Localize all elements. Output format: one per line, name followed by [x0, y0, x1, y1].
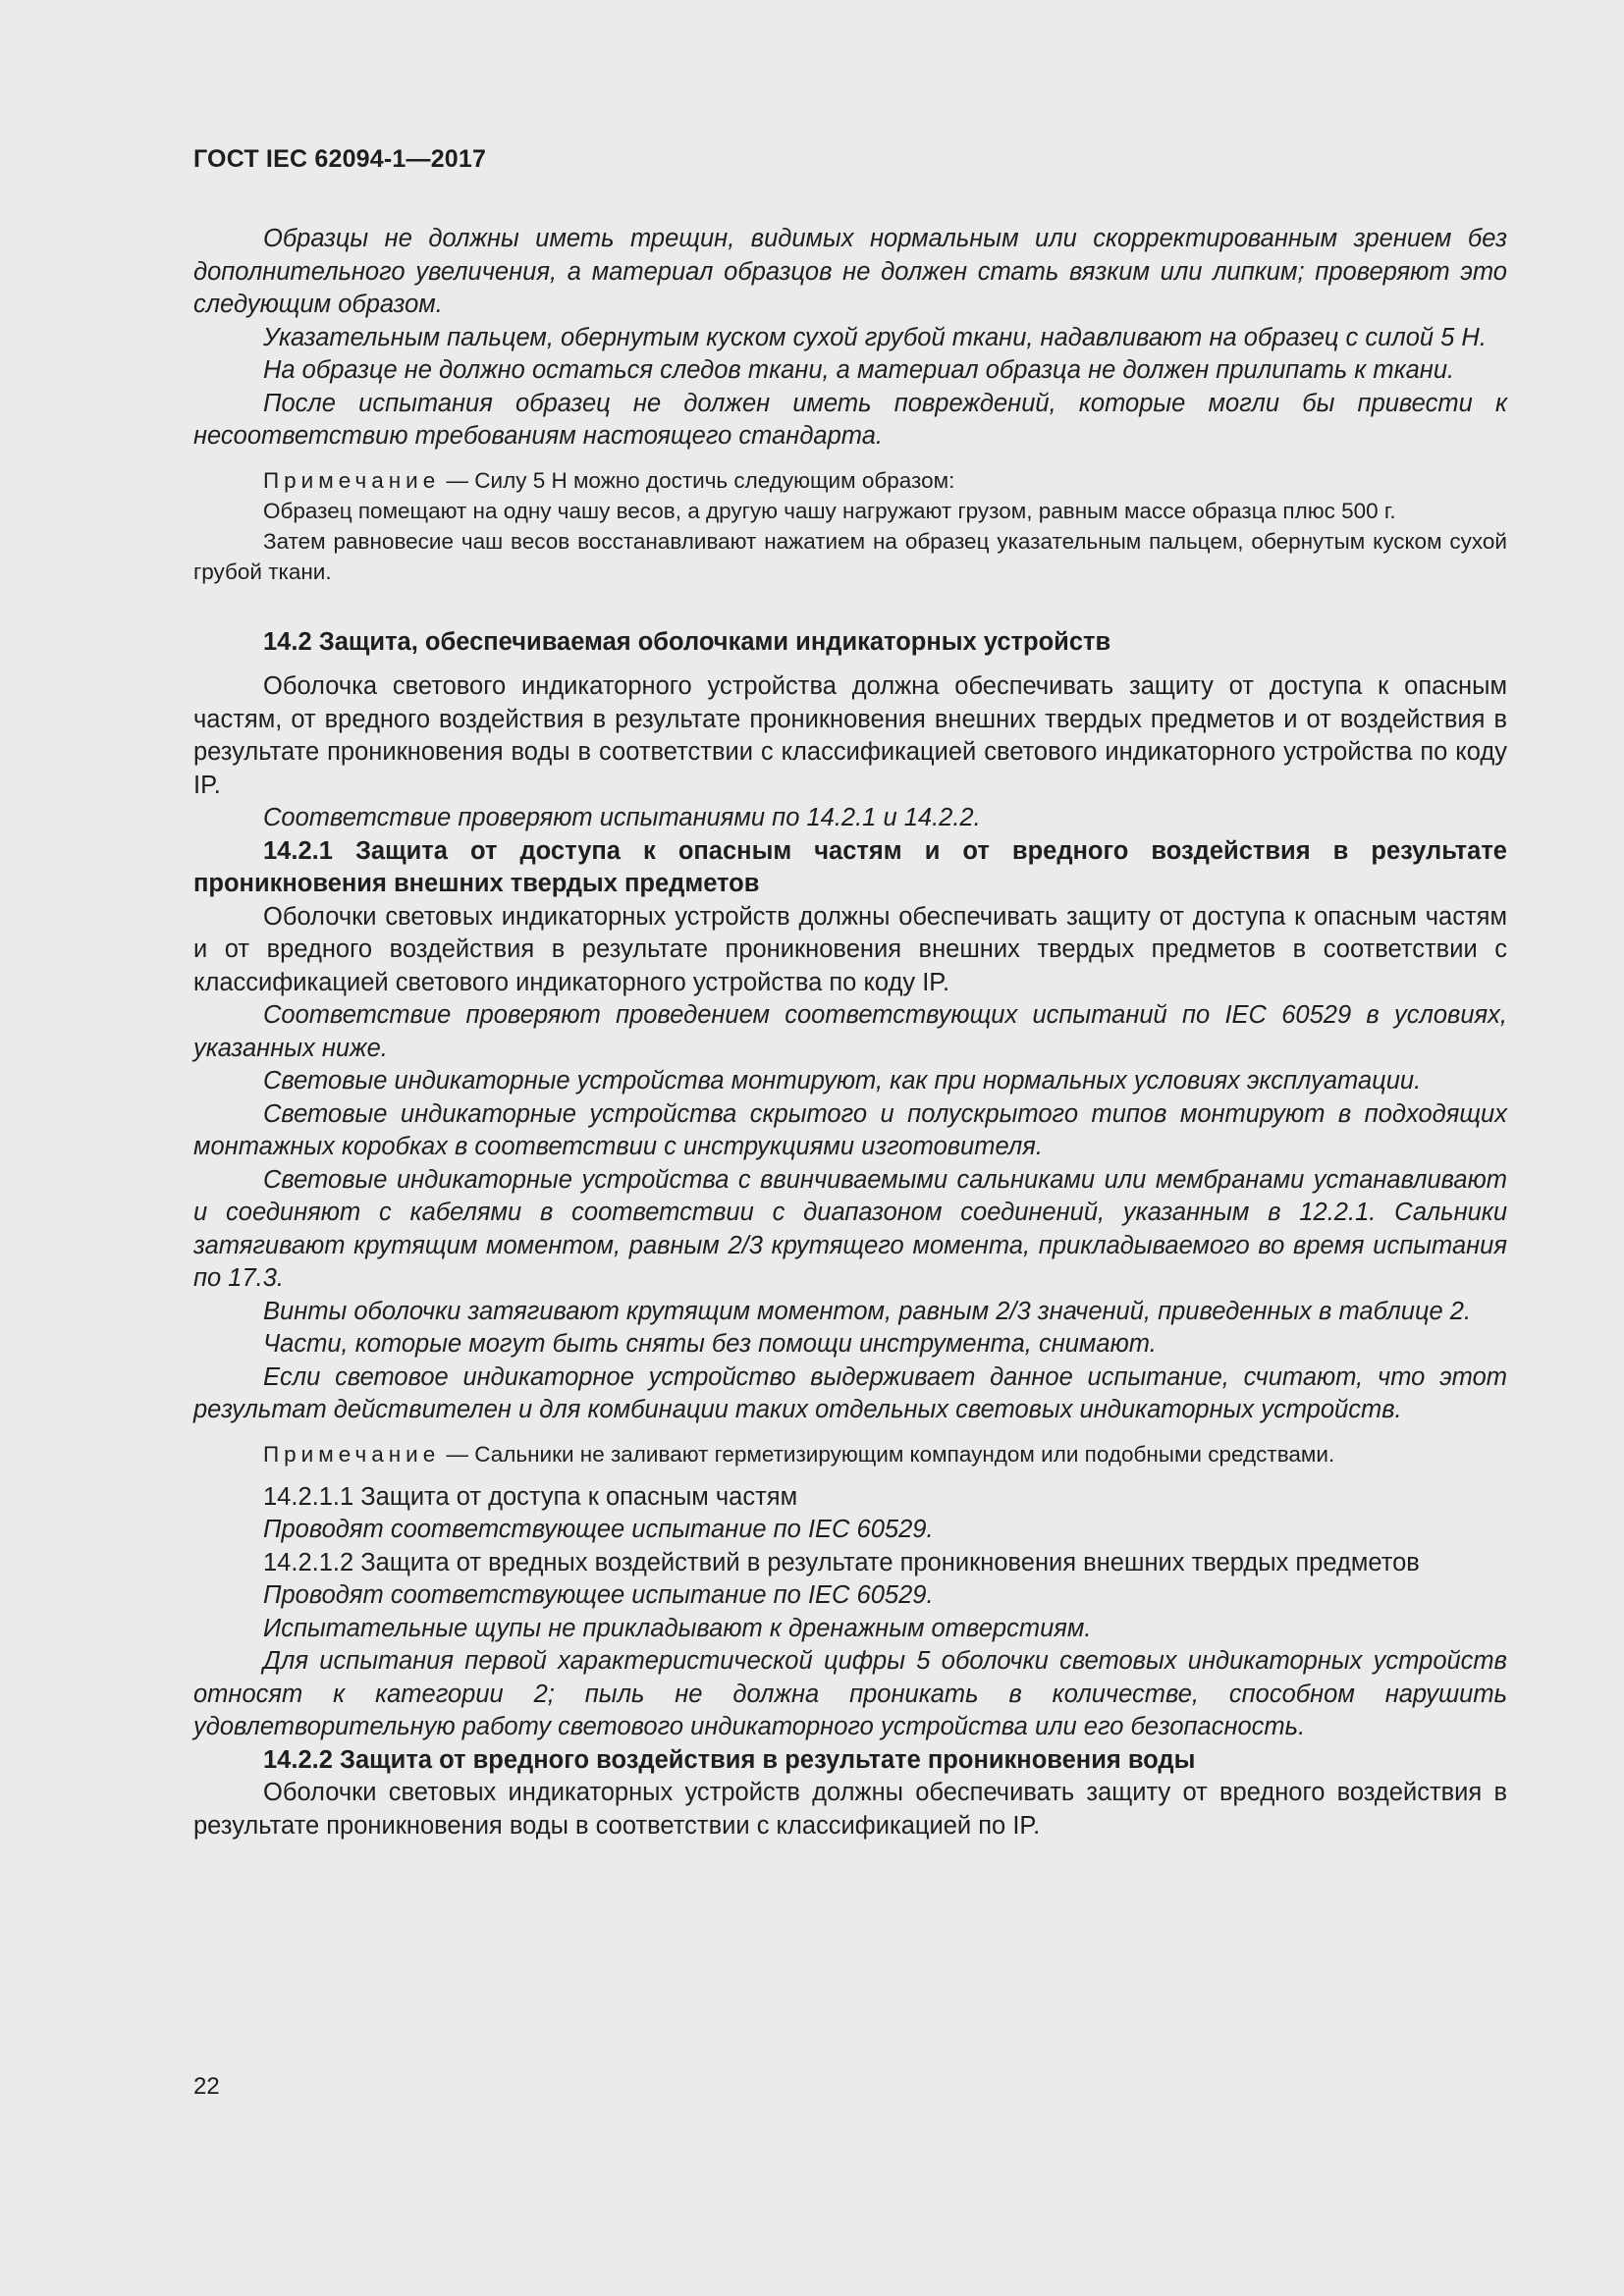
document-body — [193, 223, 1507, 1842]
paragraph: После испытания образец не должен иметь повреждений, которые могли бы привести к несоответствию требованиям настоящего стандарта. — [193, 389, 1507, 450]
page-number: 22 — [193, 2073, 220, 2100]
paragraph: Проводят соответствующее испытание по IEC 60529. — [263, 1516, 934, 1543]
paragraph: На образце не должно остаться следов ткани, а материал образца не должен прилипать к ткани. — [263, 356, 1455, 384]
note-2 — [193, 1439, 1507, 1469]
paragraph: Оболочка светового индикаторного устройства должна обеспечивать защиту от доступа к опасным частям, от вредного воздействия в результате проникновения внешних твердых предметов и от воздействия в результате проникновения воды в соответствии с классификацией светового индикаторного устройства по коду IP. — [193, 672, 1507, 799]
paragraph: Оболочки световых индикаторных устройств должны обеспечивать защиту от вредного воздействия в результате проникновения воды в соответствии с классификацией по IP. — [193, 1779, 1507, 1840]
paragraph: Соответствие проверяют проведением соответствующих испытаний по IEC 60529 в условиях, указанных ниже. — [193, 1001, 1507, 1062]
paragraph: Части, которые могут быть сняты без помощи инструмента, снимают. — [263, 1330, 1157, 1358]
section-heading-14-2-1: 14.2.1 Защита от доступа к опасным частям и от вредного воздействия в результате проникновения внешних твердых предметов — [193, 836, 1507, 897]
paragraph: Соответствие проверяют испытаниями по 14.2.1 и 14.2.2. — [263, 804, 981, 831]
paragraph: Винты оболочки затягивают крутящим моментом, равным 2/3 значений, приведенных в таблице 2. — [263, 1297, 1472, 1325]
paragraph: Оболочки световых индикаторных устройств должны обеспечивать защиту от доступа к опасным частям и от вредного воздействия в результате проникновения внешних твердых предметов в соответствии с классификацией светового индикаторного устройства по коду IP. — [193, 902, 1507, 996]
paragraph: Образцы не должны иметь трещин, видимых нормальным или скорректированным зрением без дополнительного увеличения, а материал образцов не должен стать вязким или липким; проверяют это следующим образом. — [193, 225, 1507, 318]
section-heading-14-2: 14.2 Защита, обеспечиваемая оболочками индикаторных устройств — [263, 627, 1111, 656]
note-text: — Сальники не заливают герметизирующим компаундом или подобными средствами. — [446, 1441, 1335, 1467]
document-header: ГОСТ IEC 62094-1—2017 — [193, 145, 487, 173]
note-1 — [193, 465, 1507, 496]
paragraph: Световые индикаторные устройства с ввинчиваемыми сальниками или мембранами устанавливают и соединяют с кабелями в соответствии с диапазоном соединений, указанным в 12.2.1. Сальники затягивают крутящим моментом, равным 2/3 крутящего момента, прикладываемого во время испытания по 17.3. — [193, 1165, 1507, 1292]
section-heading-14-2-1-2: 14.2.1.2 Защита от вредных воздействий в результате проникновения внешних твердых предметов — [263, 1548, 1420, 1576]
paragraph: Если световое индикаторное устройство выдерживает данное испытание, считают, что этот результат действителен и для комбинации таких отдельных световых индикаторных устройств. — [193, 1362, 1507, 1423]
paragraph: Световые индикаторные устройства монтируют, как при нормальных условиях эксплуатации. — [263, 1067, 1422, 1095]
note-label: Примечание — [263, 467, 441, 493]
paragraph: Испытательные щупы не прикладывают к дренажным отверстиям. — [263, 1614, 1092, 1642]
note-text: — Силу 5 Н можно достичь следующим образом: — [446, 467, 955, 493]
section-heading-14-2-2: 14.2.2 Защита от вредного воздействия в результате проникновения воды — [263, 1745, 1196, 1774]
paragraph: Световые индикаторные устройства скрытого и полускрытого типов монтируют в подходящих монтажных коробках в соответствии с инструкциями изготовителя. — [193, 1099, 1507, 1160]
note-text: Затем равновесие чаш весов восстанавливают нажатием на образец указательным пальцем, обернутым куском сухой грубой ткани. — [193, 528, 1507, 584]
paragraph: Для испытания первой характеристической цифры 5 оболочки световых индикаторных устройств относят к категории 2; пыль не должна проникать в количестве, способном нарушить удовлетворительную работу светового индикаторного устройства или его безопасность. — [193, 1647, 1507, 1740]
paragraph: Указательным пальцем, обернутым куском сухой грубой ткани, надавливают на образец с силой 5 Н. — [263, 323, 1487, 351]
paragraph: Проводят соответствующее испытание по IEC 60529. — [263, 1581, 934, 1609]
note-label: Примечание — [263, 1441, 441, 1467]
section-heading-14-2-1-1: 14.2.1.1 Защита от доступа к опасным частям — [263, 1482, 798, 1511]
note-text: Образец помещают на одну чашу весов, а другую чашу нагружают грузом, равным массе образца плюс 500 г. — [263, 498, 1396, 523]
